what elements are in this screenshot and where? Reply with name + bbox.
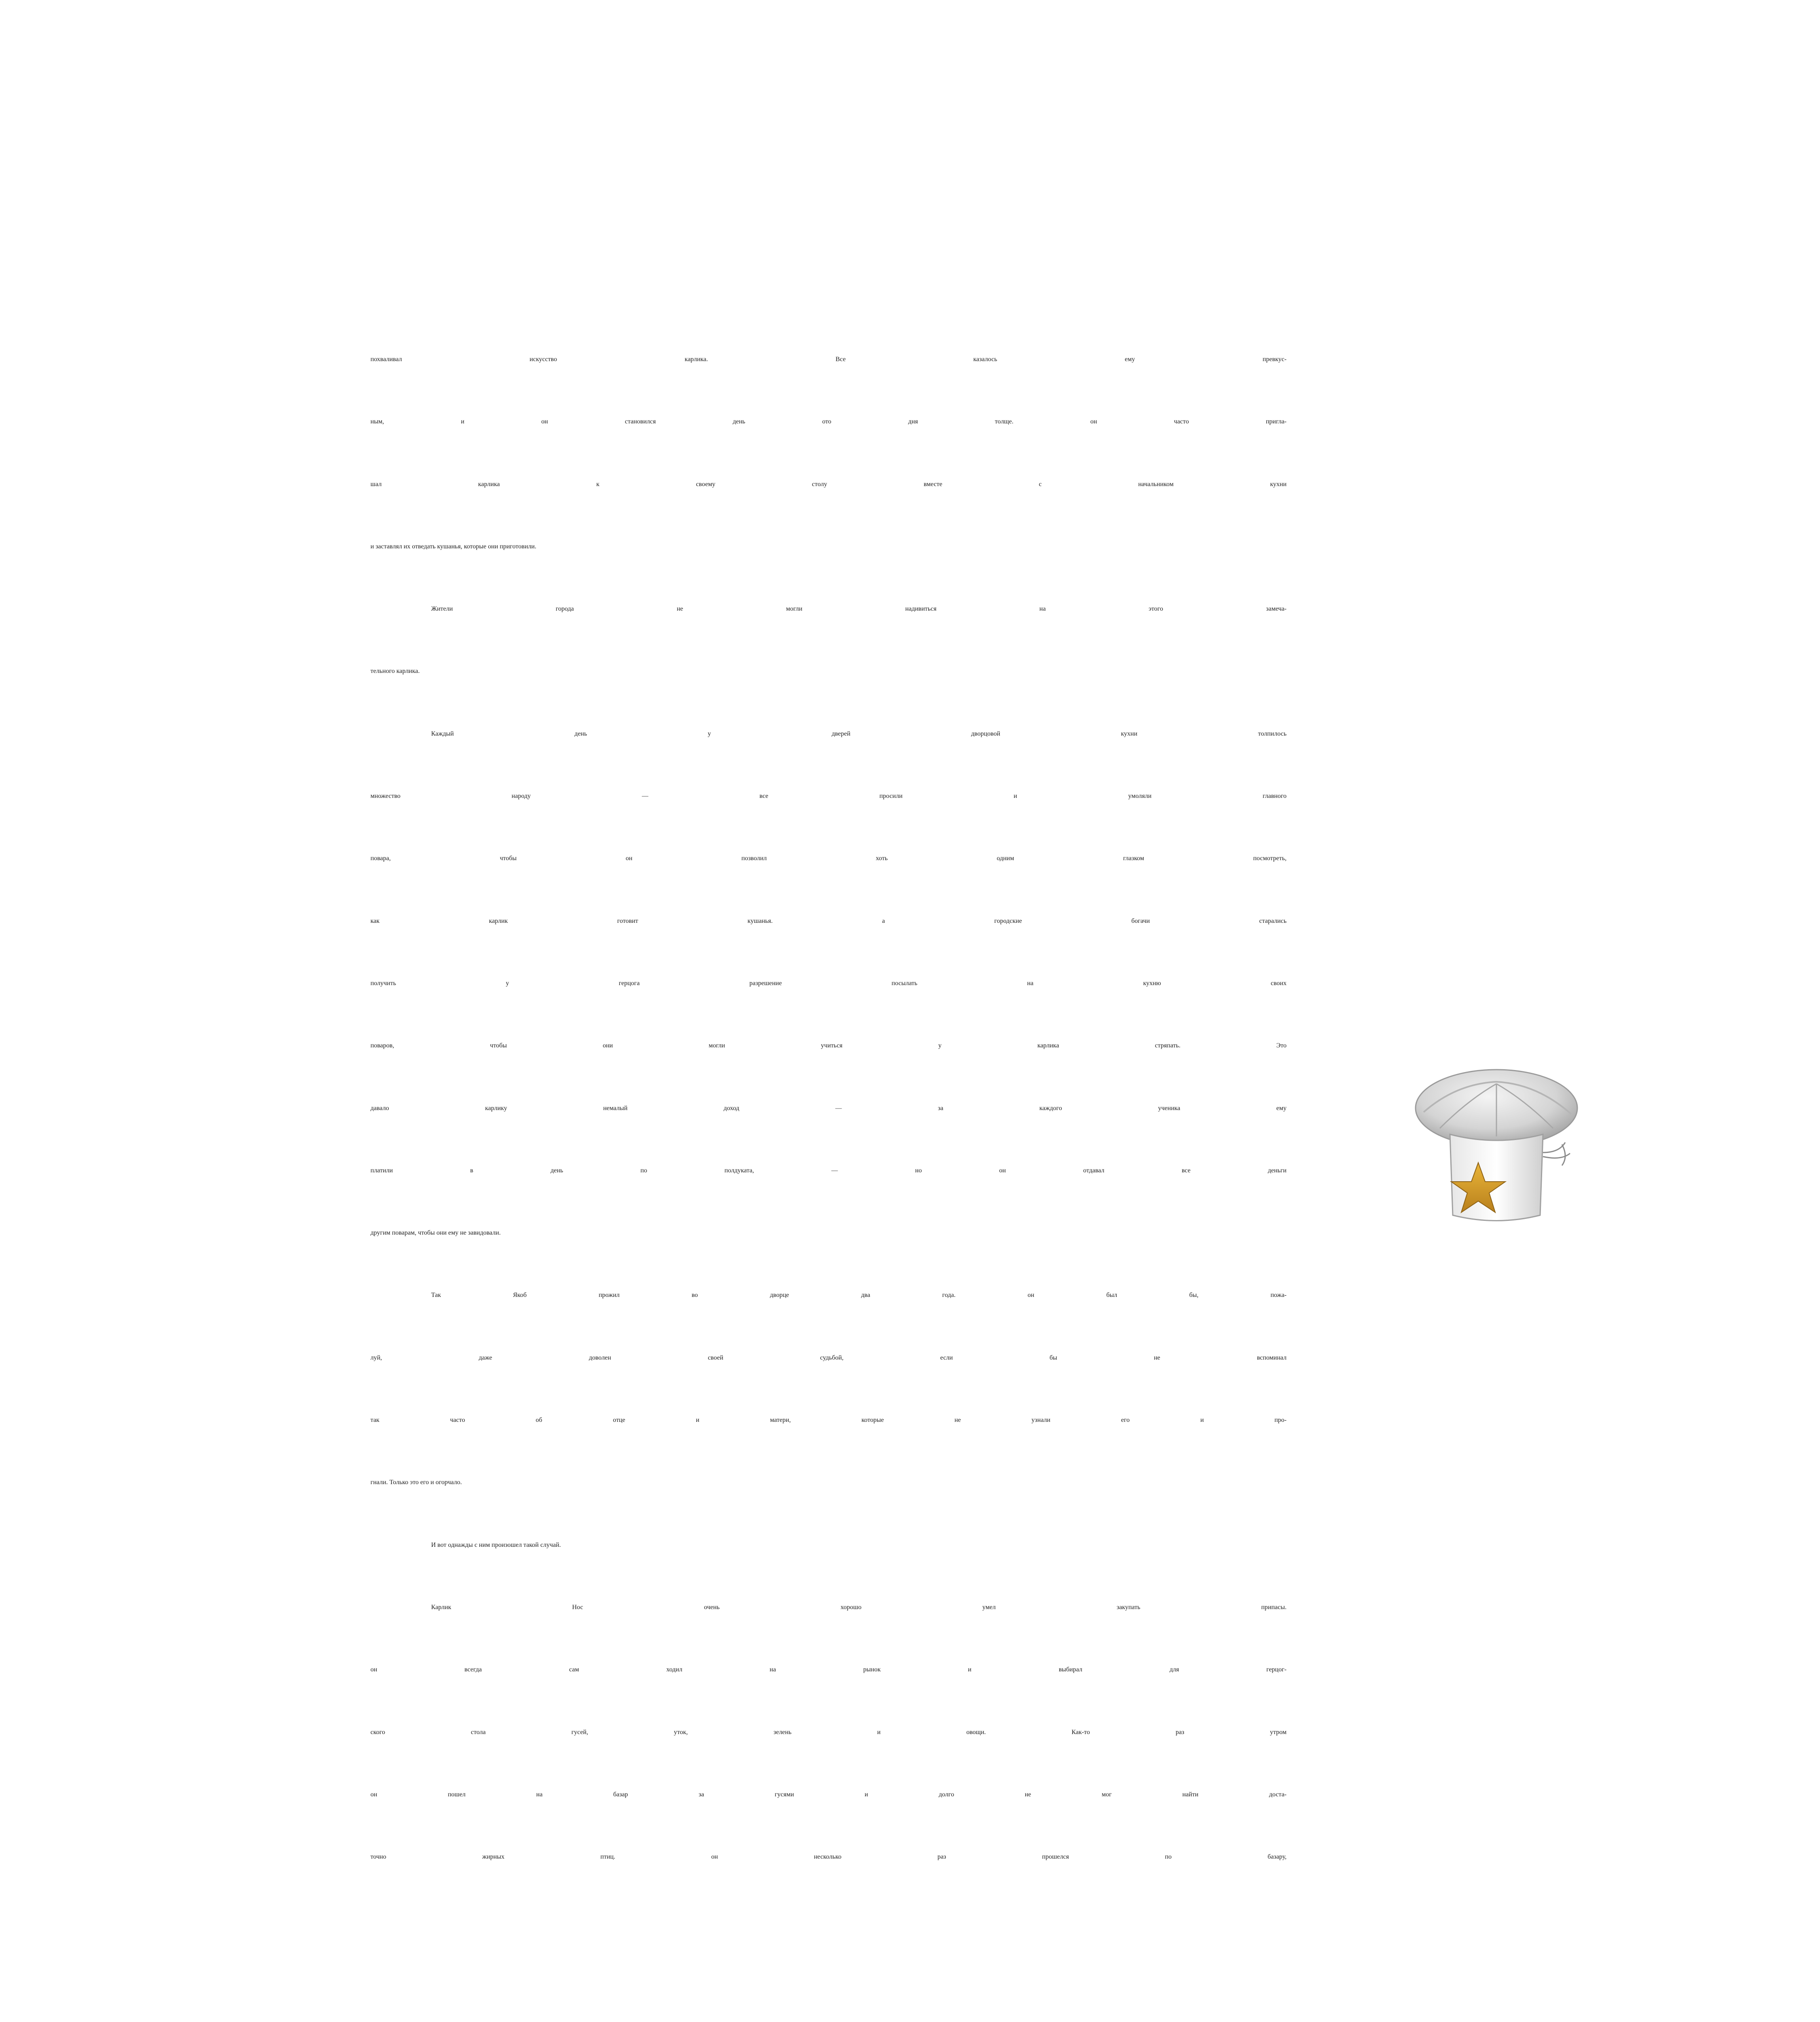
text-line: он всегда сам ходил на рынок и выбирал для герцог- xyxy=(370,1666,1287,1673)
paragraph-first-line: Так Якоб прожил во дворце два года. он был бы, пожа- xyxy=(431,1292,1287,1299)
text-line: и заставлял их отведать кушанья, которые они приготовили. xyxy=(370,543,537,550)
text-line: платили в день по полдуката, — но он отдавал все деньги xyxy=(370,1167,1287,1174)
chef-hat-with-star-icon xyxy=(1412,1060,1589,1229)
text-line: множество народу — все просили и умоляли главного xyxy=(370,793,1287,800)
paragraph-first-line: И вот однажды с ним произошел такой случай. xyxy=(431,1541,561,1548)
text-line: ным, и он становился день ото дня толще. он часто пригла- xyxy=(370,418,1287,425)
paragraph-first-line: Карлик Нос очень хорошо умел закупать припасы. xyxy=(431,1603,1287,1611)
text-line: так часто об отце и матери, которые не узнали его и про- xyxy=(370,1417,1287,1424)
paragraph-first-line: Жители города не могли надивиться на этого замеча- xyxy=(431,605,1287,613)
text-line: шал карлика к своему столу вместе с начальником кухни xyxy=(370,480,1287,488)
text-line: он пошел на базар за гусями и долго не мог найти доста- xyxy=(370,1791,1287,1798)
text-line: гнали. Только это его и огорчало. xyxy=(370,1479,462,1486)
text-line: похваливал искусство карлика. Все казалось ему превкус- xyxy=(370,356,1287,363)
text-line: как карлик готовит кушанья. а городские богачи старались xyxy=(370,917,1287,924)
text-line: получить у герцога разрешение посылать на кухню своих xyxy=(370,979,1287,987)
text-line: ского стола гусей, уток, зелень и овощи. Как-то раз утром xyxy=(370,1728,1287,1736)
text-line: другим поварам, чтобы они ему не завидовали. xyxy=(370,1229,501,1237)
body-text xyxy=(370,356,1287,1916)
text-line: давало карлику немалый доход — за каждого ученика ему xyxy=(370,1104,1287,1112)
text-line: повара, чтобы он позволил хоть одним глазком посмотреть, xyxy=(370,855,1287,862)
text-line: точно жирных птиц. он несколько раз прошелся по базару, xyxy=(370,1853,1287,1861)
text-line: тельного карлика. xyxy=(370,668,420,675)
text-line: поваров, чтобы они могли учиться у карлика стряпать. Это xyxy=(370,1042,1287,1049)
paragraph-first-line: Каждый день у дверей дворцовой кухни толпилось xyxy=(431,730,1287,737)
text-line: луй, даже доволен своей судьбой, если бы не вспоминал xyxy=(370,1354,1287,1361)
